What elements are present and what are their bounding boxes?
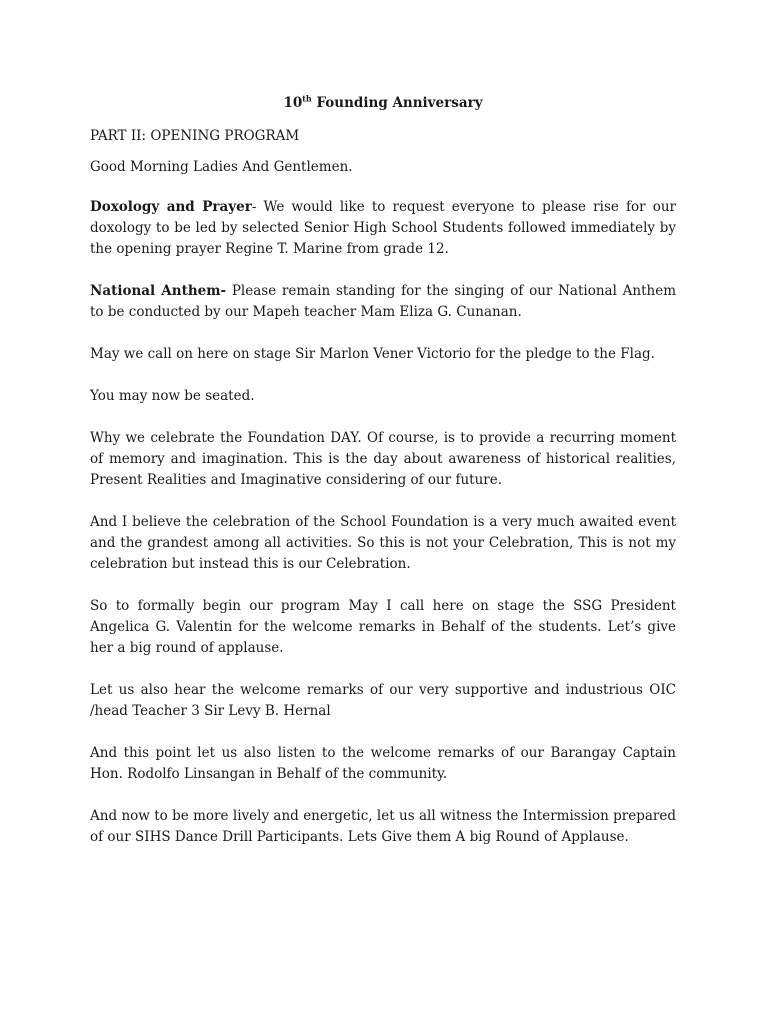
title-number: 10	[283, 95, 303, 111]
part-heading: PART II: OPENING PROGRAM	[90, 128, 300, 144]
pledge-paragraph: May we call on here on stage Sir Marlon Vener Victorio for the pledge to the Flag.	[90, 346, 655, 362]
intermission-paragraph: And now to be more lively and energetic, let us all witness the Intermission prepared of our SIHS Dance Drill Participants. Lets Give them A big Round of Applause.	[90, 808, 676, 845]
title-text: Founding Anniversary	[311, 95, 483, 111]
document-title	[90, 92, 676, 114]
barangay-paragraph: And this point let us also listen to the welcome remarks of our Barangay Captain Hon. Rodolfo Linsangan in Behalf of the community.	[90, 745, 676, 782]
anthem-paragraph	[90, 281, 676, 323]
why-celebrate-paragraph: Why we celebrate the Foundation DAY. Of course, is to provide a recurring moment of memory and imagination. This is the day about awareness of historical realities, Present Realities and Imaginative considering of our future.	[90, 430, 676, 488]
greeting: Good Morning Ladies And Gentlemen.	[90, 159, 353, 175]
doxology-text: - We would like to request everyone to please rise for our doxology to be led by selected Senior High School Students followed immediately by the opening prayer Regine T. Marine from grade 12.	[90, 199, 677, 257]
seated-paragraph: You may now be seated.	[90, 388, 255, 404]
ssg-president-paragraph: So to formally begin our program May I call here on stage the SSG President Angelica G. Valentin for the welcome remarks in Behalf of the students. Let’s give her a big round of applause.	[90, 598, 676, 656]
anthem-text: Please remain standing for the singing of our National Anthem to be conducted by our Mapeh teacher Mam Eliza G. Cunanan.	[90, 283, 676, 320]
doxology-lead: Doxology and Prayer	[90, 199, 252, 215]
document-body	[90, 92, 676, 869]
oic-paragraph: Let us also hear the welcome remarks of our very supportive and industrious OIC /head Teacher 3 Sir Levy B. Hernal	[90, 682, 676, 719]
doxology-paragraph	[90, 197, 676, 260]
anthem-lead: National Anthem-	[90, 283, 227, 299]
believe-paragraph: And I believe the celebration of the School Foundation is a very much awaited event and the grandest among all activities. So this is not your Celebration, This is not my celebration but instead this is our Celebration.	[90, 514, 676, 572]
title-ordinal-suffix: th	[302, 93, 312, 104]
